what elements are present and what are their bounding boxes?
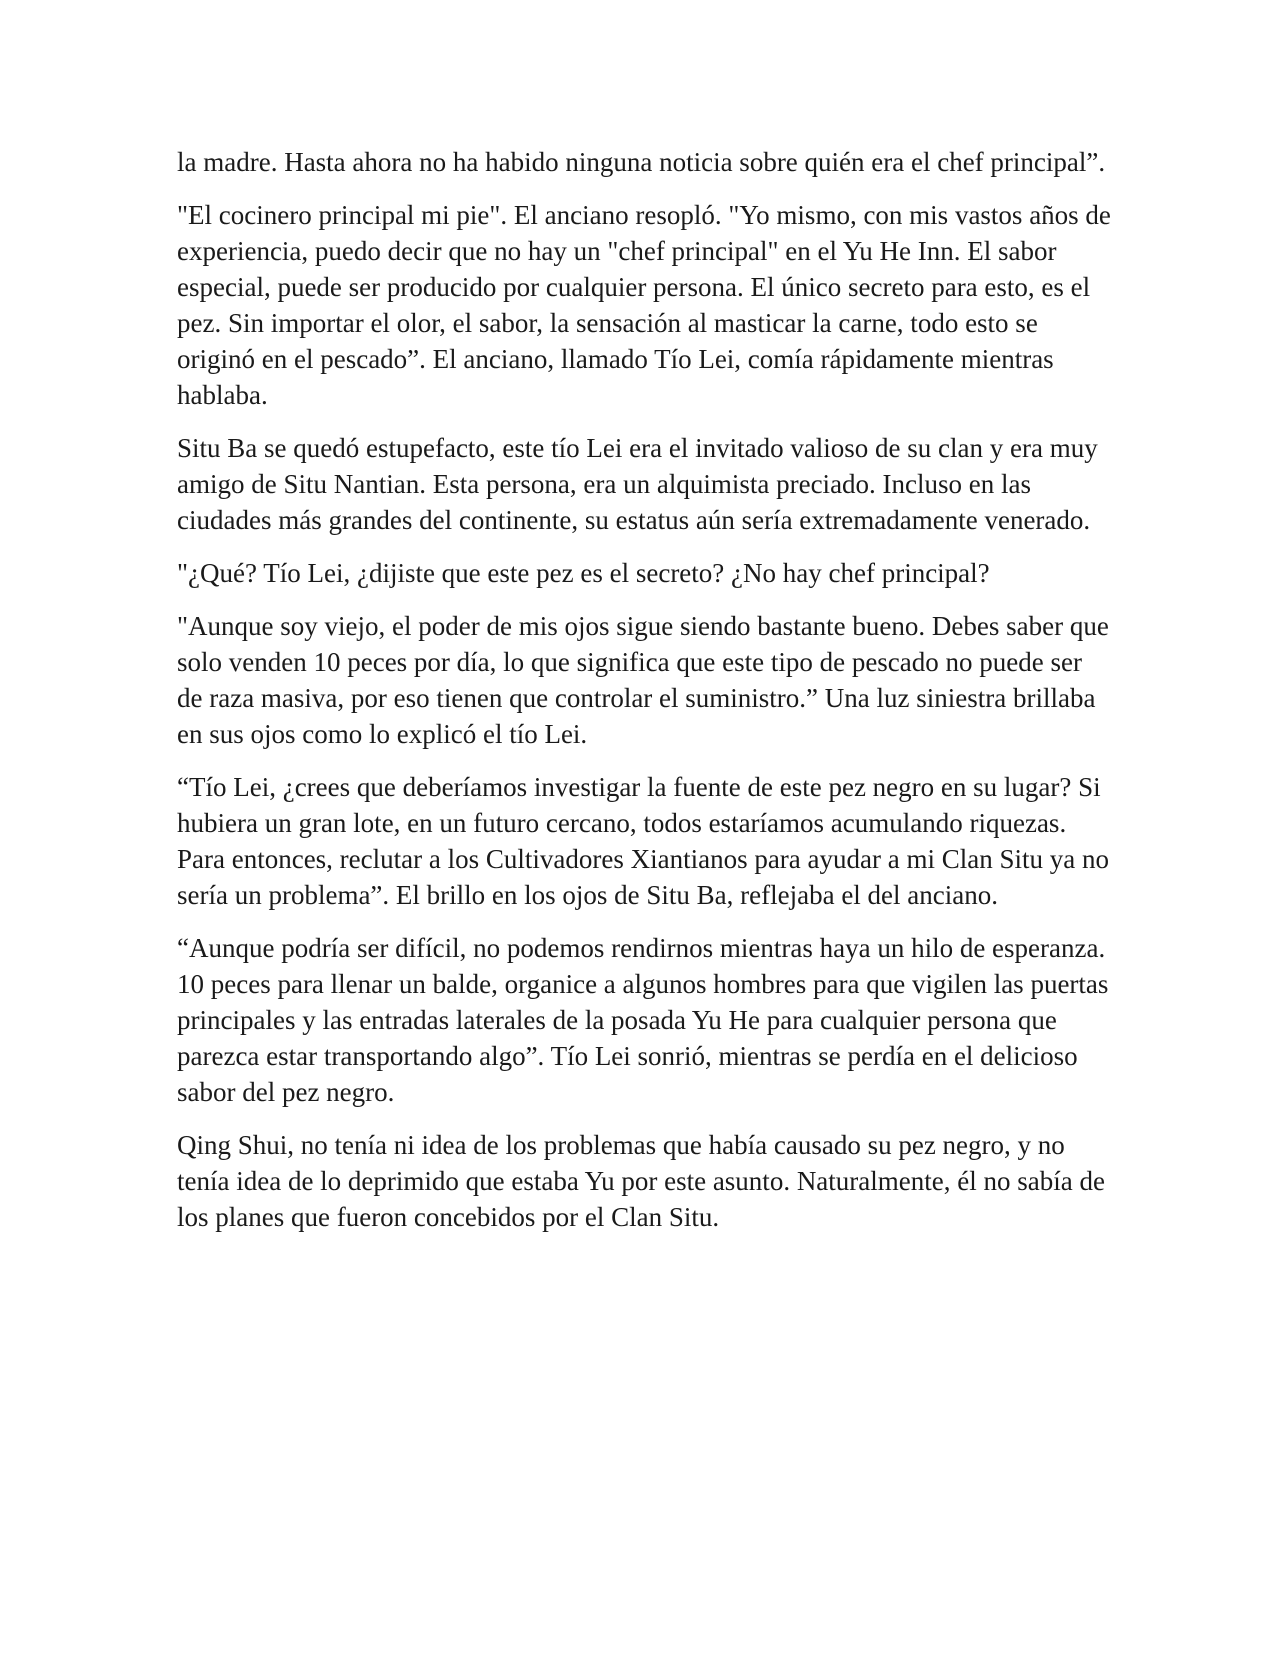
paragraph-6: “Tío Lei, ¿crees que deberíamos investigar la fuente de este pez negro en su lugar? Si hubiera un gran lote, en un futuro cercano, todos estaríamos acumulando riquezas. Para entonces, reclutar a los Cultivadores Xiantianos para ayudar a mi Clan Situ ya no sería un problema”. El brillo en los ojos de Situ Ba, reflejaba el del anciano. — [177, 772, 1109, 910]
paragraph-5: "Aunque soy viejo, el poder de mis ojos sigue siendo bastante bueno. Debes saber que solo venden 10 peces por día, lo que significa que este tipo de pescado no puede ser de raza masiva, por eso tienen que controlar el suministro.” Una luz siniestra brillaba en sus ojos como lo explicó el tío Lei. — [177, 611, 1109, 749]
paragraph-8: Qing Shui, no tenía ni idea de los problemas que había causado su pez negro, y no tenía idea de lo deprimido que estaba Yu por este asunto. Naturalmente, él no sabía de los planes que fueron concebidos por el Clan Situ. — [177, 1130, 1105, 1232]
paragraph-7: “Aunque podría ser difícil, no podemos rendirnos mientras haya un hilo de esperanza. 10 peces para llenar un balde, organice a algunos hombres para que vigilen las puertas principales y las entradas laterales de la posada Yu He para cualquier persona que parezca estar transportando algo”. Tío Lei sonrió, mientras se perdía en el delicioso sabor del pez negro. — [177, 933, 1109, 1107]
paragraph-2: "El cocinero principal mi pie". El anciano resopló. "Yo mismo, con mis vastos años de experiencia, puedo decir que no hay un "chef principal" en el Yu He Inn. El sabor especial, puede ser producido por cualquier persona. El único secreto para esto, es el pez. Sin importar el olor, el sabor, la sensación al masticar la carne, todo esto se originó en el pescado”. El anciano, llamado Tío Lei, comía rápidamente mientras hablaba. — [177, 200, 1111, 410]
document-body — [177, 144, 1112, 1252]
paragraph-1: la madre. Hasta ahora no ha habido ninguna noticia sobre quién era el chef principal”. — [177, 147, 1106, 177]
paragraph-4: "¿Qué? Tío Lei, ¿dijiste que este pez es el secreto? ¿No hay chef principal? — [177, 558, 990, 588]
paragraph-3: Situ Ba se quedó estupefacto, este tío Lei era el invitado valioso de su clan y era muy amigo de Situ Nantian. Esta persona, era un alquimista preciado. Incluso en las ciudades más grandes del continente, su estatus aún sería extremadamente venerado. — [177, 433, 1098, 535]
